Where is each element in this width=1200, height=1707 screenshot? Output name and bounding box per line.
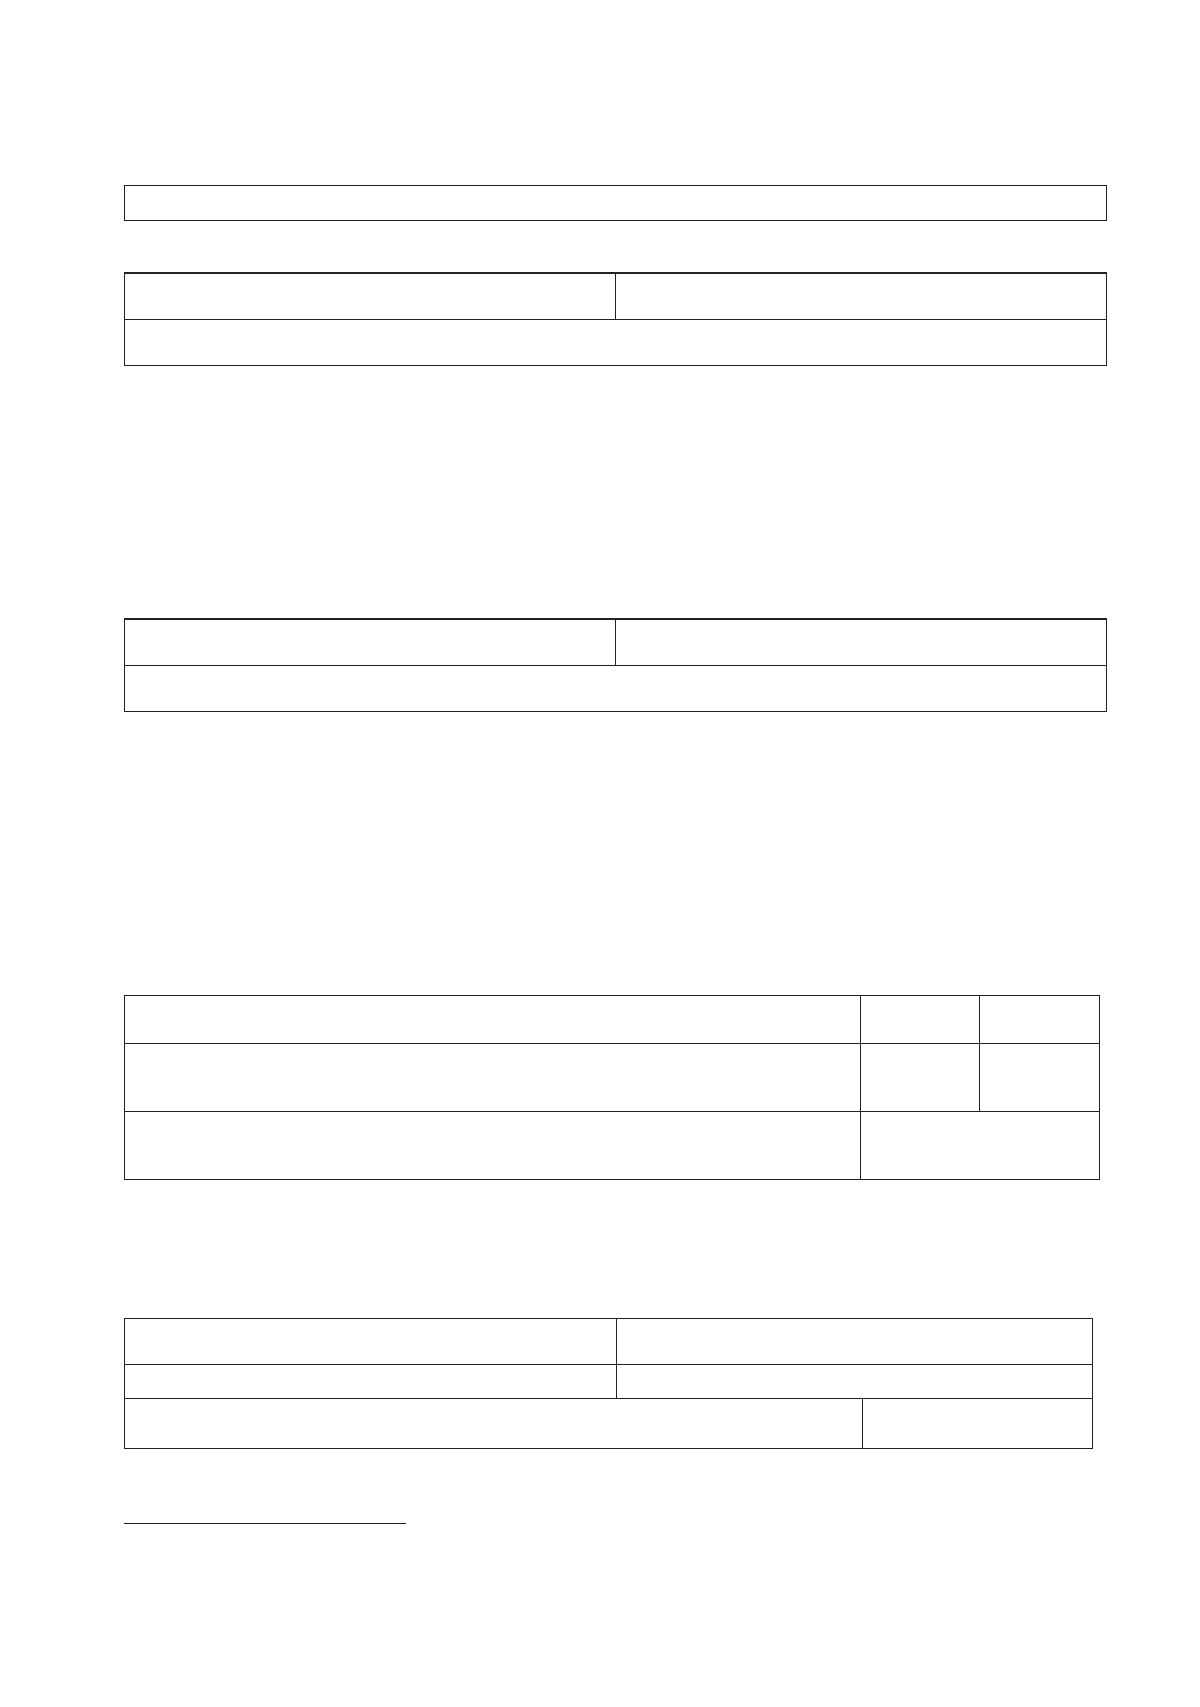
table-header-row [125,1319,1093,1365]
total-row [125,320,1107,366]
table-cell [616,274,1107,320]
top-table [124,151,1107,221]
excluded-services-table [124,1318,1093,1449]
week5-table [124,618,1107,712]
total-row [125,185,1107,220]
table-cell [125,1365,617,1399]
footnote-divider [124,1523,406,1524]
table-row [125,1365,1093,1399]
table-cell [861,1044,980,1112]
table-cell [980,1044,1100,1112]
row-total-count [125,1112,861,1180]
header-monthly-volume [125,996,861,1044]
table-row [125,274,1107,320]
table-cell [616,620,1107,666]
header-guarantor [617,1319,1093,1365]
star-marker [125,274,616,320]
total-label [125,185,1107,220]
row-excluded-total [125,1399,863,1449]
table-cell [863,1399,1093,1449]
table-row [125,1044,1100,1112]
total-label [125,666,1107,712]
monthly-volume-table [124,995,1100,1180]
header-in-minutes [861,996,980,1044]
week4-table [124,272,1107,366]
table-cell [861,1112,1100,1180]
table-row [125,1399,1093,1449]
table-cell [617,1365,1093,1399]
table-cell [125,620,616,666]
table-header-row [125,996,1100,1044]
table-row [125,1112,1100,1180]
table-row [125,151,1107,185]
total-label [125,320,1107,366]
row-total-duration [125,1044,861,1112]
total-row [125,666,1107,712]
table-row [125,620,1107,666]
header-in-hours [980,996,1100,1044]
header-service-name [125,1319,617,1365]
